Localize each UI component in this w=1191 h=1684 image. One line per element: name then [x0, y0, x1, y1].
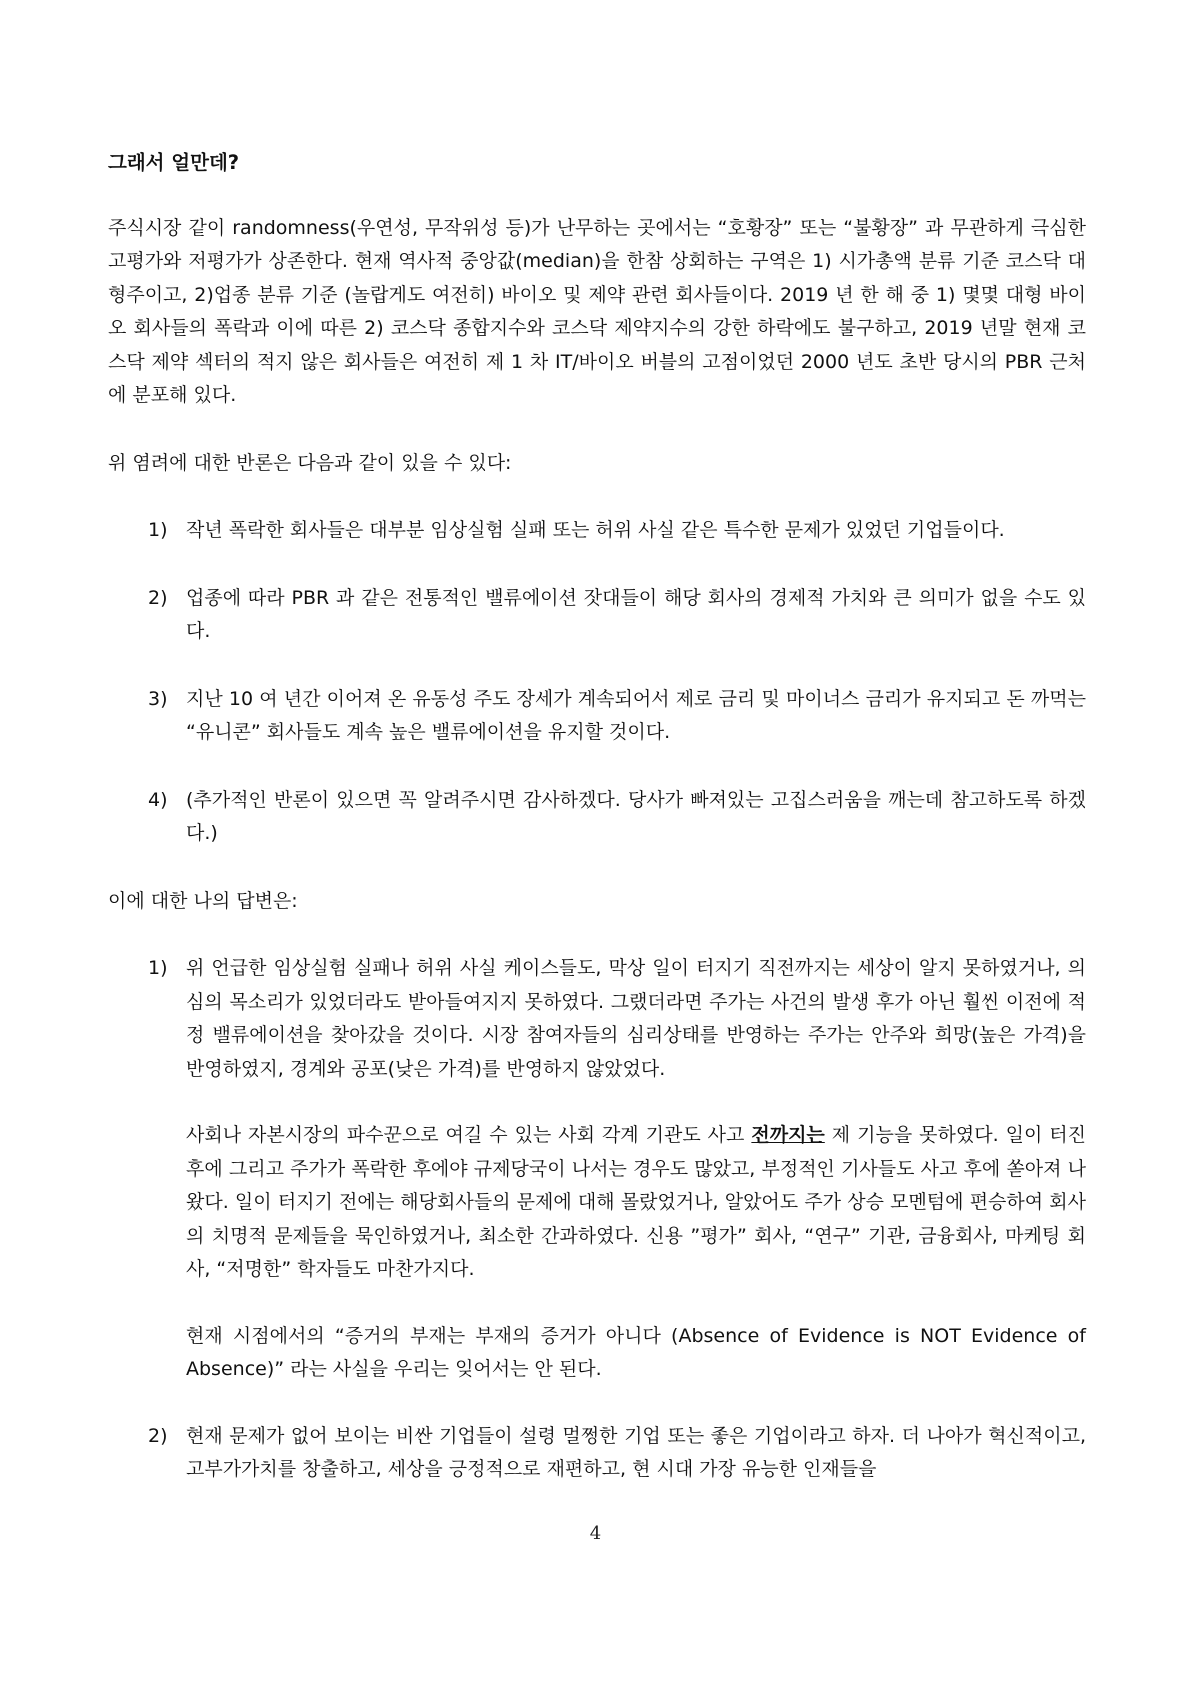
answer-text: 제 기능을 못하였다. 일이 터진 후에 그리고 주가가 폭락한 후에야 규제당국이 나서는 경우도 많았고, 부정적인 기사들도 사고 후에 쏟아져 나왔다. 일이 터지기 전에는 해당회사들의 문제에 대해 몰랐었거나, 알았어도 주가 상승 모멘텀에 편승하여 회사의 치명적 문제들을 묵인하였거나, 최소한 간과하였다. 신용 ”평가” 회사, “연구” 기관, 금융회사, 마케팅 회사, “저명한” 학자들도 마찬가지다. [186, 1124, 1086, 1280]
list-item [108, 683, 1086, 750]
list-number: 1) [148, 957, 168, 979]
answer-paragraph: 위 언급한 임상실험 실패나 허위 사실 케이스들도, 막상 일이 터지기 직전까지는 세상이 알지 못하였거나, 의심의 목소리가 있었더라도 받아들여지지 못하였다. 그랬더라면 주가는 사건의 발생 후가 아닌 훨씬 이전에 적정 밸류에이션을 찾아갔을 것이다. 시장 참여자들의 심리상태를 반영하는 주가는 안주와 희망(높은 가격)을 반영하였지, 경계와 공포(낮은 가격)를 반영하지 않았었다. [186, 957, 1086, 1080]
answers-list [108, 952, 1086, 1487]
answer-paragraph [186, 1119, 1086, 1287]
list-item-text: 현재 문제가 없어 보이는 비싼 기업들이 설령 멀쩡한 기업 또는 좋은 기업이라고 하자. 더 나아가 혁신적이고, 고부가가치를 창출하고, 세상을 긍정적으로 재편하고, 현 시대 가장 유능한 인재들을 [186, 1424, 1086, 1480]
emphasis-text: 전까지는 [751, 1124, 825, 1146]
document-page [108, 146, 1086, 1520]
list-item [108, 952, 1086, 1387]
answer-paragraph: 현재 시점에서의 “증거의 부재는 부재의 증거가 아니다 (Absence of Evidence is NOT Evidence of Absence)” 라는 사실을 우리는 잊어서는 안 된다. [186, 1324, 1086, 1380]
answers-lead: 이에 대한 나의 답변은: [108, 889, 298, 912]
answer-text: 사회나 자본시장의 파수꾼으로 여길 수 있는 사회 각계 기관도 사고 [186, 1124, 752, 1146]
list-number: 1) [148, 519, 168, 541]
page-number: 4 [589, 1523, 602, 1544]
list-item-text: (추가적인 반론이 있으면 꼭 알려주시면 감사하겠다. 당사가 빠져있는 고집스러움을 깨는데 참고하도록 하겠다.) [186, 788, 1086, 844]
objections-lead: 위 염려에 대한 반론은 다음과 같이 있을 수 있다: [108, 451, 512, 474]
list-number: 4) [148, 788, 168, 811]
list-item-text: 작년 폭락한 회사들은 대부분 임상실험 실패 또는 허위 사실 같은 특수한 문제가 있었던 기업들이다. [186, 519, 1005, 541]
section-heading: 그래서 얼만데? [108, 151, 240, 174]
objections-list [108, 514, 1086, 851]
list-item-text: 지난 10 여 년간 이어져 온 유동성 주도 장세가 계속되어서 제로 금리 및 마이너스 금리가 유지되고 돈 까먹는 “유니콘” 회사들도 계속 높은 밸류에이션을 유지할 것이다. [186, 687, 1086, 743]
list-item-text: 업종에 따라 PBR 과 같은 전통적인 밸류에이션 잣대들이 해당 회사의 경제적 가치와 큰 의미가 없을 수도 있다. [186, 586, 1086, 642]
list-number: 3) [148, 687, 168, 710]
intro-paragraph: 주식시장 같이 randomness(우연성, 무작위성 등)가 난무하는 곳에서는 “호황장” 또는 “불황장” 과 무관하게 극심한 고평가와 저평가가 상존한다. 현재 역사적 중앙값(median)을 한참 상회하는 구역은 1) 시가총액 분류 기준 코스닥 대형주이고, 2)업종 분류 기준 (놀랍게도 여전히) 바이오 및 제약 관련 회사들이다. 2019 년 한 해 중 1) 몇몇 대형 바이오 회사들의 폭락과 이에 따른 2) 코스닥 종합지수와 코스닥 제약지수의 강한 하락에도 불구하고, 2019 년말 현재 코스닥 제약 섹터의 적지 않은 회사들은 여전히 제 1 차 IT/바이오 버블의 고점이었던 2000 년도 초반 당시의 PBR 근처에 분포해 있다. [108, 216, 1086, 406]
list-item [108, 582, 1086, 649]
list-number: 2) [148, 586, 168, 609]
list-item [108, 784, 1086, 851]
list-number: 2) [148, 1424, 168, 1447]
list-item [108, 514, 1086, 548]
list-item [108, 1420, 1086, 1487]
